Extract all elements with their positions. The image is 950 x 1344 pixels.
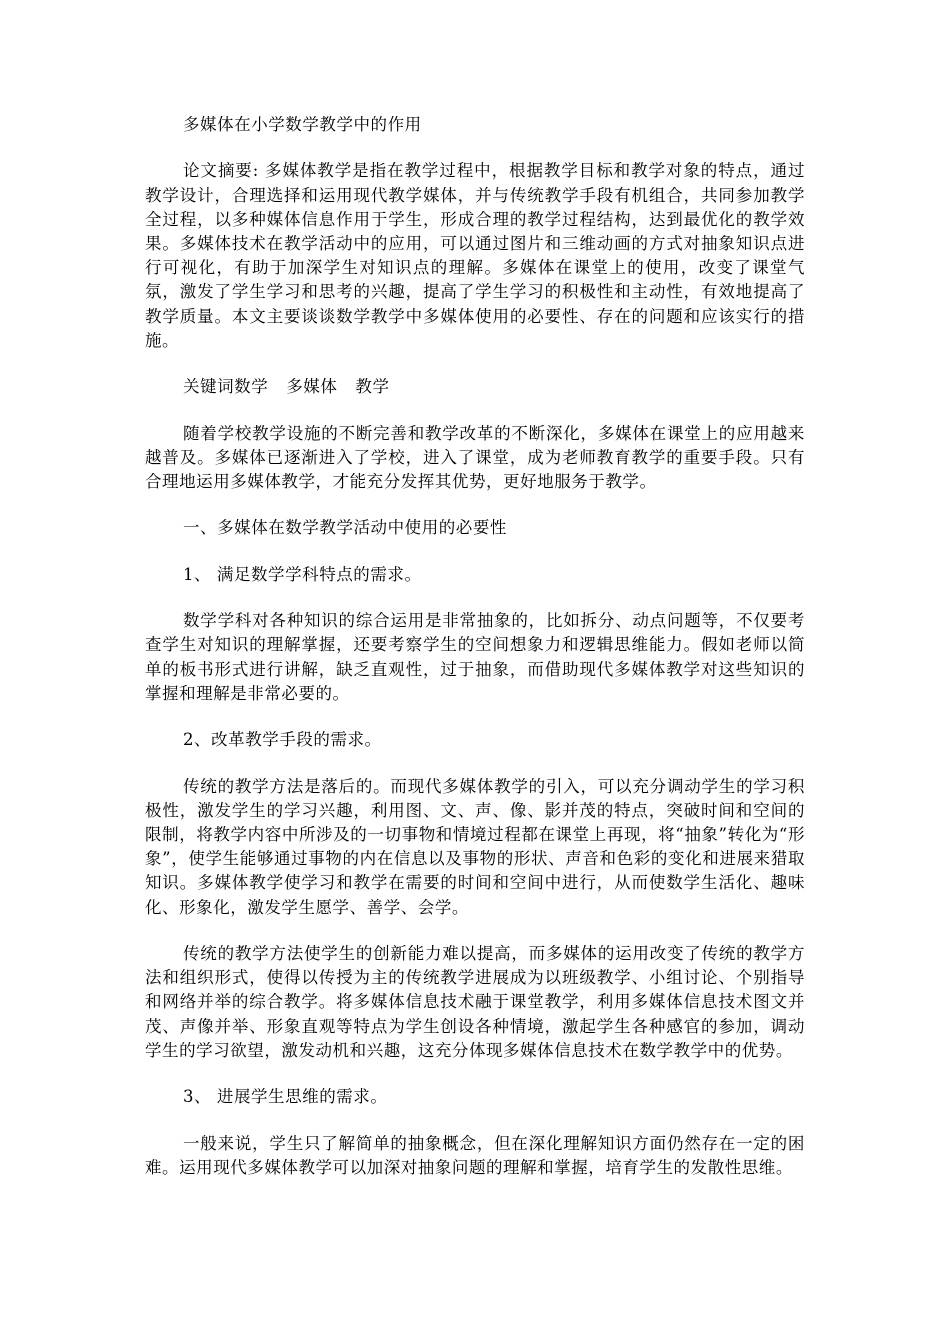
subsection-heading-3: 3、 进展学生思维的需求。 — [183, 1087, 388, 1107]
intro-paragraph: 随着学校教学设施的不断完善和教学改革的不断深化，多媒体在课堂上的应用越来越普及。多媒体已逐渐进入了学校，进入了课堂，成为老师教育教学的重要手段。只有合理地运用多媒体教学，才能充分发挥其优势，更好地服务于教学。 — [145, 423, 805, 491]
keywords-line — [145, 375, 805, 399]
subsection-heading-2: 2、改革教学手段的需求。 — [183, 730, 382, 750]
subsection-1-paragraph: 数学学科对各种知识的综合运用是非常抽象的，比如拆分、动点问题等，不仅要考查学生对知识的理解掌握，还要考察学生的空间想象力和逻辑思维能力。假如老师以简单的板书形式进行讲解，缺乏直观性，过于抽象，而借助现代多媒体教学对这些知识的掌握和理解是非常必要的。 — [145, 611, 805, 703]
subsection-2-paragraph-1: 传统的教学方法是落后的。而现代多媒体教学的引入，可以充分调动学生的学习积极性，激发学生的学习兴趣，利用图、文、声、像、影并茂的特点，突破时间和空间的限制，将教学内容中所涉及的一切事物和情境过程都在课堂上再现，将“抽象”转化为“形象”，使学生能够通过事物的内在信息以及事物的形状、声音和色彩的变化和进展来猎取知识。多媒体教学使学习和教学在需要的时间和空间中进行，从而使数学生活化、趣味化、形象化，激发学生愿学、善学、会学。 — [145, 776, 805, 917]
section-heading-1: 一、多媒体在数学教学活动中使用的必要性 — [183, 518, 507, 538]
subsection-2-paragraph-2: 传统的教学方法使学生的创新能力难以提高，而多媒体的运用改变了传统的教学方法和组织形式，使得以传授为主的传统教学进展成为以班级教学、小组讨论、个别指导和网络并举的综合教学。将多媒体信息技术融于课堂教学，利用多媒体信息技术图文并茂、声像并举、形象直观等特点为学生创设各种情境，激起学生各种感官的参加，调动学生的学习欲望，激发动机和兴趣，这充分体现多媒体信息技术在数学教学中的优势。 — [145, 943, 805, 1060]
document-title: 多媒体在小学数学教学中的作用 — [183, 115, 422, 134]
subsection-3-paragraph: 一般来说，学生只了解简单的抽象概念，但在深化理解知识方面仍然存在一定的困难。运用现代多媒体教学可以加深对抽象问题的理解和掌握，培育学生的发散性思维。 — [145, 1133, 805, 1177]
document-page — [145, 113, 805, 1202]
keyword-teaching: 教学 — [355, 377, 390, 397]
keywords-label: 关键词数学 — [183, 377, 269, 397]
abstract-paragraph: 论文摘要: 多媒体教学是指在教学过程中，根据教学目标和教学对象的特点，通过教学设计，合理选择和运用现代教学媒体，并与传统教学手段有机组合，共同参加教学全过程，以多种媒体信息作用于学生，形成合理的教学过程结构，达到最优化的教学效果。多媒体技术在教学活动中的应用，可以通过图片和三维动画的方式对抽象知识点进行可视化，有助于加深学生对知识点的理解。多媒体在课堂上的使用，改变了课堂气氛，激发了学生学习和思考的兴趣，提高了学生学习的积极性和主动性，有效地提高了教学质量。本文主要谈谈数学教学中多媒体使用的必要性、存在的问题和应该实行的措施。 — [145, 161, 805, 350]
keyword-multimedia: 多媒体 — [286, 377, 338, 397]
subsection-heading-1: 1、 满足数学学科特点的需求。 — [183, 564, 422, 584]
